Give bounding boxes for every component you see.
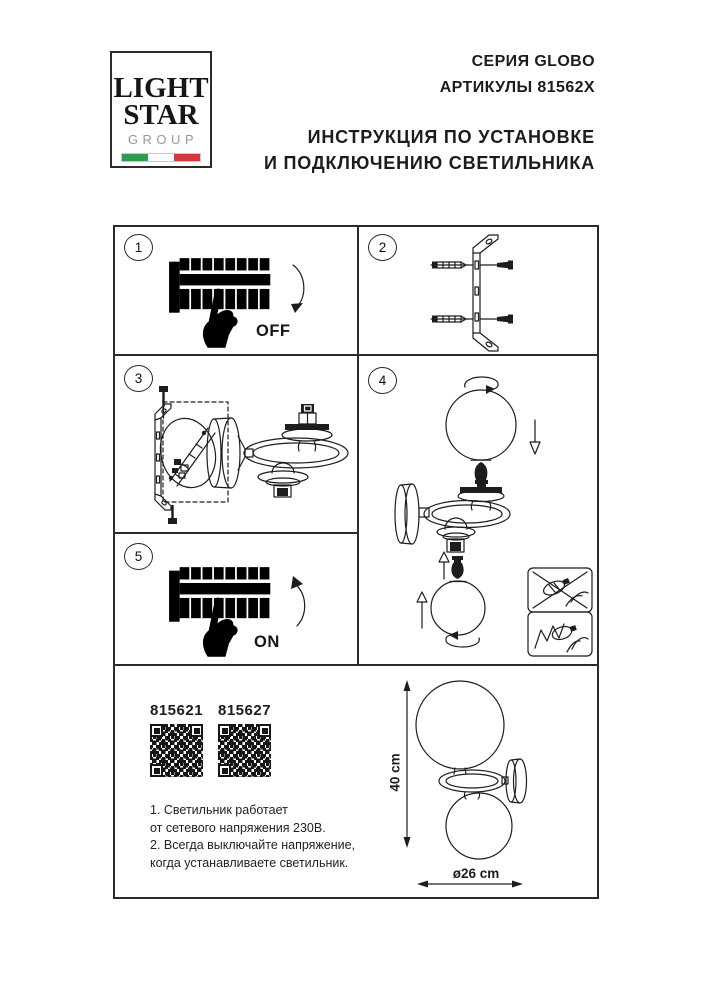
height-dimension-line — [404, 680, 411, 848]
logo-group: GROUP — [127, 131, 199, 147]
step-3-number: 3 — [124, 365, 153, 392]
logo-star: STAR — [123, 98, 199, 131]
on-label: ON — [254, 633, 280, 651]
note-line-4: когда устанавливаете светильник. — [150, 855, 349, 870]
hold-bulb-with-cloth-icon — [535, 624, 588, 652]
ring-body — [424, 501, 510, 528]
arrow-curved-down-icon — [287, 261, 313, 317]
top-globe — [416, 681, 504, 769]
step-5-panel — [115, 534, 357, 664]
screw-row-top — [431, 261, 513, 270]
width-dimension-line — [417, 881, 523, 888]
logo-light: LIGHT — [113, 72, 209, 104]
article-number-815627: 815627 — [218, 702, 272, 719]
top-globe — [446, 390, 516, 460]
top-socket-assembly — [282, 404, 332, 451]
height-dimension-label: 40 cm — [387, 753, 403, 792]
off-label: OFF — [256, 322, 291, 340]
screw-bottom — [168, 506, 177, 524]
do-not-touch-bulb-icon — [533, 572, 588, 608]
screw-row-bottom — [431, 315, 513, 324]
product-info-panel — [115, 666, 597, 897]
arrow-down-icon — [530, 420, 540, 454]
italian-flag-icon — [121, 153, 201, 162]
bottom-globe — [431, 581, 485, 635]
arrow-up-icon — [417, 592, 427, 628]
bulb-top — [475, 462, 488, 487]
globe-assembly-illustration — [359, 356, 597, 664]
step-3-panel — [115, 356, 357, 532]
note-line-2: от сетевого напряжения 230В. — [150, 820, 326, 835]
series-title: СЕРИЯ GLOBO — [471, 53, 595, 70]
diameter-dimension-label: ø26 cm — [452, 866, 500, 881]
steps-grid — [113, 225, 599, 899]
lightstar-logo — [110, 51, 212, 168]
note-line-1: 1. Светильник работает — [150, 803, 288, 817]
warning-boxes — [528, 568, 592, 656]
step-5-number: 5 — [124, 543, 153, 570]
bulb-bottom — [451, 556, 463, 579]
instruction-title-line2: И ПОДКЛЮЧЕНИЮ СВЕТИЛЬНИКА — [264, 153, 595, 173]
terminal-detail-ellipse — [153, 413, 222, 494]
header-titles — [264, 53, 595, 174]
step-4-number: 4 — [368, 367, 397, 394]
arrow-curved-up-icon — [287, 574, 313, 630]
articles-title: АРТИКУЛЫ 81562X — [439, 79, 595, 96]
wall-canopy — [502, 759, 527, 803]
arrow-up-small-icon — [439, 552, 449, 579]
note-line-3: 2. Всегда выключайте напряжение, — [150, 838, 356, 852]
ring-body — [439, 770, 505, 792]
bottom-globe — [446, 793, 512, 859]
dimension-drawing — [115, 666, 597, 897]
step-1-number: 1 — [124, 234, 153, 261]
rotate-arrow-bottom — [446, 631, 479, 647]
step-4-panel — [359, 356, 597, 664]
step-2-panel — [359, 227, 597, 354]
step-2-number: 2 — [368, 234, 397, 261]
canopy-cylinder — [207, 418, 253, 488]
instruction-title-line1: ИНСТРУКЦИЯ ПО УСТАНОВКЕ — [307, 127, 595, 147]
ring-body — [244, 438, 348, 468]
article-number-815621: 815621 — [150, 702, 204, 719]
step-1-panel — [115, 227, 357, 354]
